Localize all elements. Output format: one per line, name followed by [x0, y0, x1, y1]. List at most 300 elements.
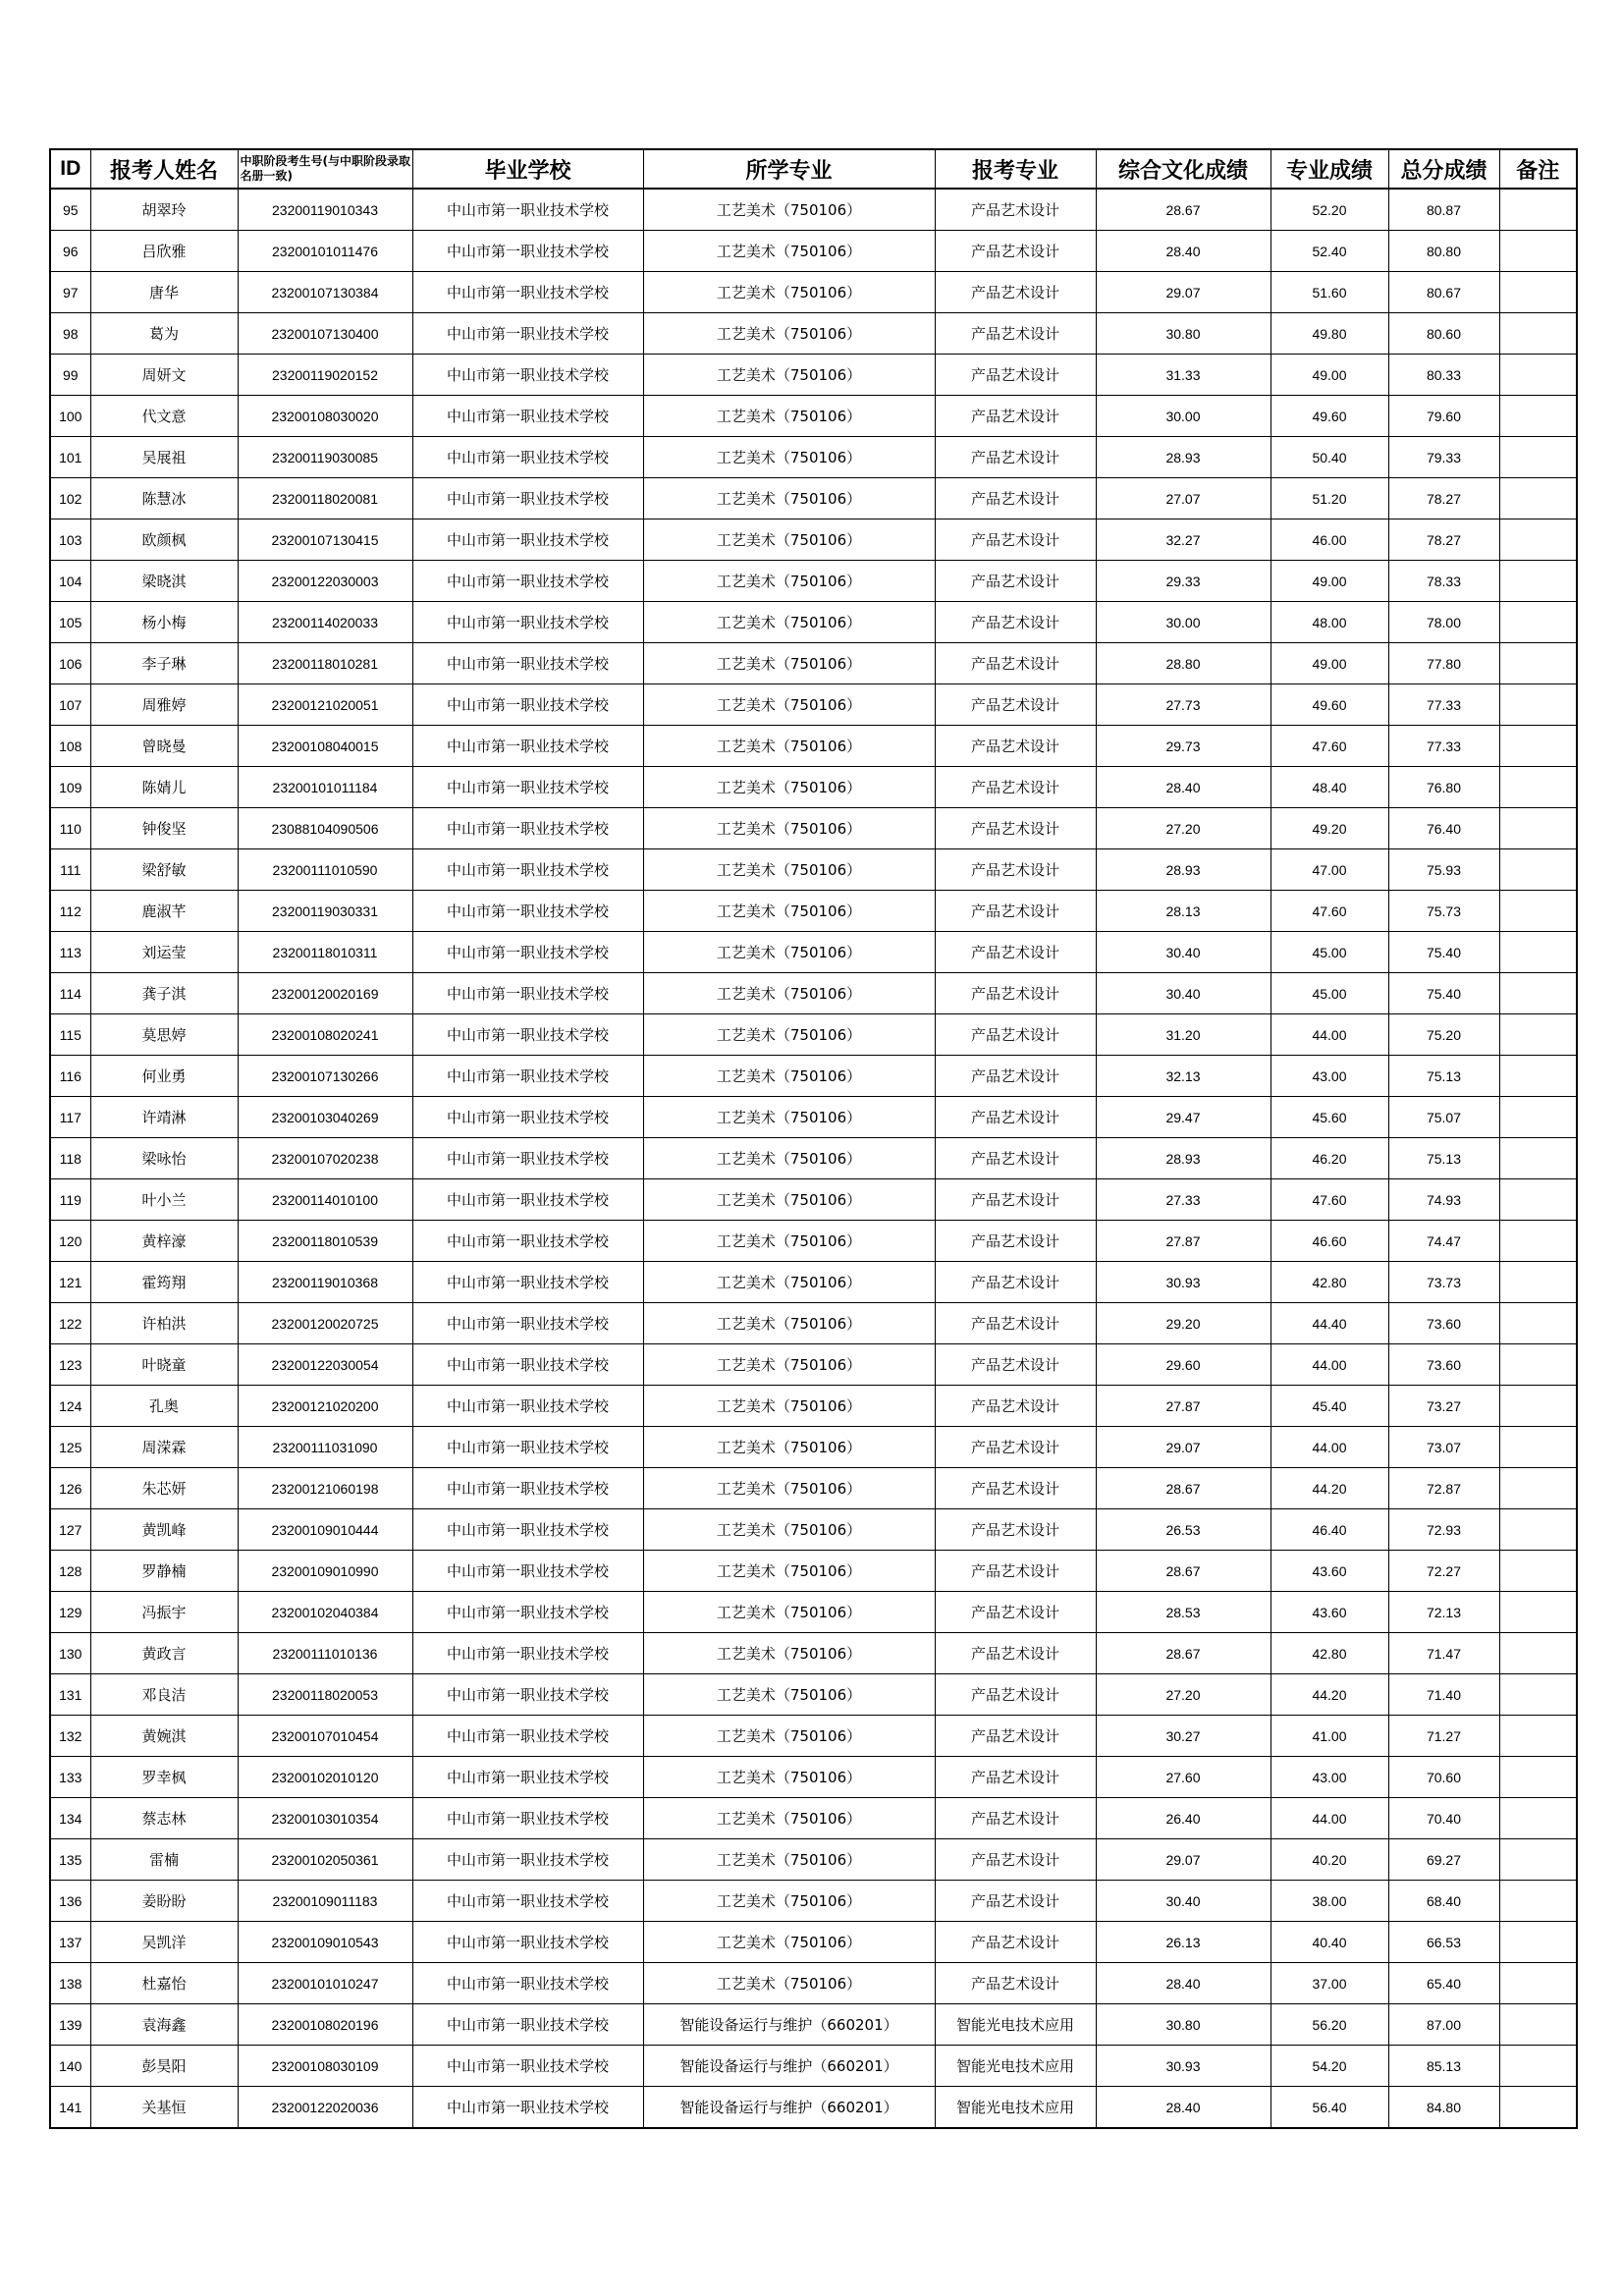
cell-school: 中山市第一职业技术学校	[412, 684, 643, 726]
cell-name: 刘运莹	[90, 932, 238, 973]
cell-id: 113	[50, 932, 90, 973]
cell-remarks	[1499, 1716, 1577, 1757]
cell-school: 中山市第一职业技术学校	[412, 272, 643, 313]
cell-major-score: 49.00	[1271, 643, 1388, 684]
cell-student-number: 23200120020169	[238, 973, 412, 1014]
cell-school: 中山市第一职业技术学校	[412, 1427, 643, 1468]
cell-applied-major: 产品艺术设计	[935, 932, 1096, 973]
cell-major-score: 44.00	[1271, 1798, 1388, 1839]
cell-applied-major: 产品艺术设计	[935, 272, 1096, 313]
cell-name: 葛为	[90, 313, 238, 355]
cell-school: 中山市第一职业技术学校	[412, 1221, 643, 1262]
cell-major-score: 52.40	[1271, 231, 1388, 272]
cell-remarks	[1499, 1509, 1577, 1551]
cell-remarks	[1499, 231, 1577, 272]
cell-id: 120	[50, 1221, 90, 1262]
cell-remarks	[1499, 973, 1577, 1014]
cell-name: 叶小兰	[90, 1179, 238, 1221]
cell-school: 中山市第一职业技术学校	[412, 1716, 643, 1757]
cell-total-score: 75.73	[1388, 891, 1499, 932]
cell-id: 128	[50, 1551, 90, 1592]
table-row	[50, 561, 1577, 602]
table-row	[50, 726, 1577, 767]
cell-culture-score: 27.73	[1096, 684, 1271, 726]
cell-major: 工艺美术（750106）	[643, 932, 935, 973]
cell-major: 工艺美术（750106）	[643, 1839, 935, 1881]
cell-culture-score: 28.93	[1096, 849, 1271, 891]
cell-total-score: 80.60	[1388, 313, 1499, 355]
cell-applied-major: 产品艺术设计	[935, 355, 1096, 396]
cell-applied-major: 产品艺术设计	[935, 561, 1096, 602]
cell-student-number: 23200119010368	[238, 1262, 412, 1303]
header-student-number: 中职阶段考生号(与中职阶段录取名册一致)	[238, 149, 412, 189]
cell-name: 冯振宇	[90, 1592, 238, 1633]
cell-total-score: 73.07	[1388, 1427, 1499, 1468]
cell-culture-score: 32.27	[1096, 519, 1271, 561]
cell-remarks	[1499, 272, 1577, 313]
cell-school: 中山市第一职业技术学校	[412, 1798, 643, 1839]
table-row	[50, 437, 1577, 478]
cell-total-score: 72.27	[1388, 1551, 1499, 1592]
cell-applied-major: 产品艺术设计	[935, 973, 1096, 1014]
cell-culture-score: 27.60	[1096, 1757, 1271, 1798]
cell-applied-major: 产品艺术设计	[935, 808, 1096, 849]
cell-total-score: 75.07	[1388, 1097, 1499, 1138]
cell-remarks	[1499, 684, 1577, 726]
cell-student-number: 23200109010444	[238, 1509, 412, 1551]
cell-remarks	[1499, 1757, 1577, 1798]
table-row	[50, 973, 1577, 1014]
cell-student-number: 23200119020152	[238, 355, 412, 396]
cell-name: 关基恒	[90, 2087, 238, 2129]
cell-applied-major: 产品艺术设计	[935, 1427, 1096, 1468]
cell-school: 中山市第一职业技术学校	[412, 1922, 643, 1963]
cell-culture-score: 28.40	[1096, 767, 1271, 808]
cell-id: 139	[50, 2004, 90, 2046]
cell-major: 工艺美术（750106）	[643, 355, 935, 396]
cell-total-score: 80.67	[1388, 272, 1499, 313]
table-row	[50, 1716, 1577, 1757]
cell-total-score: 77.80	[1388, 643, 1499, 684]
cell-id: 116	[50, 1056, 90, 1097]
cell-applied-major: 产品艺术设计	[935, 396, 1096, 437]
cell-name: 叶晓童	[90, 1344, 238, 1386]
cell-applied-major: 产品艺术设计	[935, 519, 1096, 561]
cell-student-number: 23200107130415	[238, 519, 412, 561]
cell-student-number: 23200119030085	[238, 437, 412, 478]
cell-id: 111	[50, 849, 90, 891]
cell-applied-major: 产品艺术设计	[935, 849, 1096, 891]
cell-major-score: 37.00	[1271, 1963, 1388, 2004]
table-body	[50, 189, 1577, 2128]
cell-student-number: 23200121060198	[238, 1468, 412, 1509]
cell-name: 唐华	[90, 272, 238, 313]
cell-major-score: 47.60	[1271, 891, 1388, 932]
cell-culture-score: 28.53	[1096, 1592, 1271, 1633]
cell-student-number: 23200122020036	[238, 2087, 412, 2129]
cell-school: 中山市第一职业技术学校	[412, 1757, 643, 1798]
cell-total-score: 78.33	[1388, 561, 1499, 602]
table-row	[50, 231, 1577, 272]
cell-student-number: 23200108040015	[238, 726, 412, 767]
cell-major: 工艺美术（750106）	[643, 1014, 935, 1056]
table-row	[50, 1386, 1577, 1427]
cell-remarks	[1499, 1839, 1577, 1881]
cell-name: 许柏洪	[90, 1303, 238, 1344]
cell-major-score: 49.00	[1271, 561, 1388, 602]
cell-major: 工艺美术（750106）	[643, 1674, 935, 1716]
cell-major-score: 43.60	[1271, 1551, 1388, 1592]
cell-culture-score: 30.40	[1096, 973, 1271, 1014]
cell-remarks	[1499, 189, 1577, 231]
cell-student-number: 23200114020033	[238, 602, 412, 643]
table-row	[50, 2046, 1577, 2087]
cell-major-score: 42.80	[1271, 1633, 1388, 1674]
cell-applied-major: 产品艺术设计	[935, 189, 1096, 231]
table-row	[50, 1757, 1577, 1798]
cell-applied-major: 产品艺术设计	[935, 1633, 1096, 1674]
cell-major: 工艺美术（750106）	[643, 1386, 935, 1427]
cell-major-score: 49.80	[1271, 313, 1388, 355]
cell-school: 中山市第一职业技术学校	[412, 1963, 643, 2004]
cell-applied-major: 产品艺术设计	[935, 602, 1096, 643]
cell-id: 106	[50, 643, 90, 684]
cell-student-number: 23200107010454	[238, 1716, 412, 1757]
cell-remarks	[1499, 1138, 1577, 1179]
cell-id: 132	[50, 1716, 90, 1757]
cell-name: 梁咏怡	[90, 1138, 238, 1179]
cell-major-score: 38.00	[1271, 1881, 1388, 1922]
cell-culture-score: 26.40	[1096, 1798, 1271, 1839]
cell-name: 吴展祖	[90, 437, 238, 478]
cell-culture-score: 26.53	[1096, 1509, 1271, 1551]
cell-total-score: 78.00	[1388, 602, 1499, 643]
cell-applied-major: 产品艺术设计	[935, 1798, 1096, 1839]
cell-id: 127	[50, 1509, 90, 1551]
cell-major: 工艺美术（750106）	[643, 684, 935, 726]
cell-id: 101	[50, 437, 90, 478]
cell-major-score: 45.00	[1271, 973, 1388, 1014]
cell-id: 102	[50, 478, 90, 519]
cell-remarks	[1499, 767, 1577, 808]
cell-total-score: 80.87	[1388, 189, 1499, 231]
cell-culture-score: 29.33	[1096, 561, 1271, 602]
table-row	[50, 1179, 1577, 1221]
cell-name: 周妍文	[90, 355, 238, 396]
cell-school: 中山市第一职业技术学校	[412, 973, 643, 1014]
cell-name: 罗静楠	[90, 1551, 238, 1592]
cell-remarks	[1499, 1881, 1577, 1922]
cell-total-score: 73.60	[1388, 1303, 1499, 1344]
cell-name: 钟俊坚	[90, 808, 238, 849]
cell-id: 125	[50, 1427, 90, 1468]
cell-total-score: 71.40	[1388, 1674, 1499, 1716]
cell-student-number: 23200101010247	[238, 1963, 412, 2004]
table-row	[50, 1344, 1577, 1386]
cell-id: 121	[50, 1262, 90, 1303]
table-row	[50, 1303, 1577, 1344]
table-row	[50, 1798, 1577, 1839]
table-row	[50, 189, 1577, 231]
cell-id: 135	[50, 1839, 90, 1881]
cell-school: 中山市第一职业技术学校	[412, 1839, 643, 1881]
cell-major: 工艺美术（750106）	[643, 1468, 935, 1509]
cell-name: 鹿淑芊	[90, 891, 238, 932]
cell-major-score: 47.60	[1271, 1179, 1388, 1221]
cell-student-number: 23200109010543	[238, 1922, 412, 1963]
cell-major: 工艺美术（750106）	[643, 1097, 935, 1138]
cell-applied-major: 产品艺术设计	[935, 1179, 1096, 1221]
cell-remarks	[1499, 602, 1577, 643]
cell-applied-major: 产品艺术设计	[935, 1716, 1096, 1757]
cell-school: 中山市第一职业技术学校	[412, 1097, 643, 1138]
header-school: 毕业学校	[412, 149, 643, 189]
cell-major: 工艺美术（750106）	[643, 602, 935, 643]
table-row	[50, 1963, 1577, 2004]
cell-major: 工艺美术（750106）	[643, 437, 935, 478]
cell-school: 中山市第一职业技术学校	[412, 1262, 643, 1303]
cell-culture-score: 30.80	[1096, 2004, 1271, 2046]
cell-applied-major: 产品艺术设计	[935, 767, 1096, 808]
cell-culture-score: 26.13	[1096, 1922, 1271, 1963]
cell-remarks	[1499, 519, 1577, 561]
cell-major-score: 44.20	[1271, 1468, 1388, 1509]
cell-remarks	[1499, 478, 1577, 519]
header-id: ID	[50, 149, 90, 189]
cell-culture-score: 28.93	[1096, 1138, 1271, 1179]
cell-applied-major: 产品艺术设计	[935, 231, 1096, 272]
cell-culture-score: 28.67	[1096, 1633, 1271, 1674]
cell-name: 何业勇	[90, 1056, 238, 1097]
cell-student-number: 23200118020053	[238, 1674, 412, 1716]
cell-major-score: 42.80	[1271, 1262, 1388, 1303]
cell-total-score: 77.33	[1388, 726, 1499, 767]
cell-student-number: 23200118020081	[238, 478, 412, 519]
cell-major: 工艺美术（750106）	[643, 891, 935, 932]
cell-name: 孔奥	[90, 1386, 238, 1427]
cell-major-score: 44.00	[1271, 1344, 1388, 1386]
cell-name: 朱芯妍	[90, 1468, 238, 1509]
table-row	[50, 2004, 1577, 2046]
cell-major: 智能设备运行与维护（660201）	[643, 2087, 935, 2129]
header-major-score: 专业成绩	[1271, 149, 1388, 189]
cell-id: 108	[50, 726, 90, 767]
cell-applied-major: 产品艺术设计	[935, 1922, 1096, 1963]
cell-school: 中山市第一职业技术学校	[412, 313, 643, 355]
cell-total-score: 74.47	[1388, 1221, 1499, 1262]
cell-major-score: 44.40	[1271, 1303, 1388, 1344]
cell-total-score: 75.40	[1388, 973, 1499, 1014]
table-row	[50, 478, 1577, 519]
cell-id: 122	[50, 1303, 90, 1344]
cell-major: 工艺美术（750106）	[643, 767, 935, 808]
cell-school: 中山市第一职业技术学校	[412, 1674, 643, 1716]
cell-name: 龚子淇	[90, 973, 238, 1014]
table-row	[50, 1427, 1577, 1468]
cell-remarks	[1499, 932, 1577, 973]
cell-culture-score: 29.60	[1096, 1344, 1271, 1386]
cell-id: 137	[50, 1922, 90, 1963]
cell-school: 中山市第一职业技术学校	[412, 396, 643, 437]
cell-total-score: 71.47	[1388, 1633, 1499, 1674]
cell-major-score: 51.60	[1271, 272, 1388, 313]
cell-applied-major: 产品艺术设计	[935, 313, 1096, 355]
cell-name: 袁海鑫	[90, 2004, 238, 2046]
cell-name: 蔡志林	[90, 1798, 238, 1839]
cell-school: 中山市第一职业技术学校	[412, 891, 643, 932]
cell-applied-major: 产品艺术设计	[935, 684, 1096, 726]
cell-id: 136	[50, 1881, 90, 1922]
cell-culture-score: 30.40	[1096, 932, 1271, 973]
cell-major: 工艺美术（750106）	[643, 973, 935, 1014]
cell-culture-score: 29.20	[1096, 1303, 1271, 1344]
cell-school: 中山市第一职业技术学校	[412, 1551, 643, 1592]
cell-major-score: 49.60	[1271, 684, 1388, 726]
cell-major: 工艺美术（750106）	[643, 1592, 935, 1633]
cell-id: 103	[50, 519, 90, 561]
cell-name: 莫思婷	[90, 1014, 238, 1056]
cell-name: 吴凯洋	[90, 1922, 238, 1963]
cell-total-score: 72.13	[1388, 1592, 1499, 1633]
cell-applied-major: 产品艺术设计	[935, 1551, 1096, 1592]
cell-school: 中山市第一职业技术学校	[412, 1014, 643, 1056]
cell-major-score: 46.40	[1271, 1509, 1388, 1551]
cell-major: 工艺美术（750106）	[643, 1963, 935, 2004]
cell-culture-score: 30.93	[1096, 2046, 1271, 2087]
cell-school: 中山市第一职业技术学校	[412, 932, 643, 973]
table-row	[50, 1056, 1577, 1097]
table-row	[50, 1551, 1577, 1592]
cell-total-score: 72.87	[1388, 1468, 1499, 1509]
cell-applied-major: 产品艺术设计	[935, 1014, 1096, 1056]
cell-student-number: 23200119010343	[238, 189, 412, 231]
cell-student-number: 23200108020241	[238, 1014, 412, 1056]
cell-id: 118	[50, 1138, 90, 1179]
cell-culture-score: 30.00	[1096, 396, 1271, 437]
cell-name: 代文意	[90, 396, 238, 437]
cell-remarks	[1499, 1468, 1577, 1509]
cell-name: 黄婉淇	[90, 1716, 238, 1757]
cell-remarks	[1499, 1221, 1577, 1262]
cell-name: 周溁霖	[90, 1427, 238, 1468]
cell-name: 黄梓濠	[90, 1221, 238, 1262]
cell-remarks	[1499, 2004, 1577, 2046]
cell-name: 杜嘉怡	[90, 1963, 238, 2004]
cell-major: 工艺美术（750106）	[643, 726, 935, 767]
cell-applied-major: 智能光电技术应用	[935, 2004, 1096, 2046]
cell-student-number: 23200109010990	[238, 1551, 412, 1592]
cell-major-score: 44.00	[1271, 1014, 1388, 1056]
cell-applied-major: 产品艺术设计	[935, 1386, 1096, 1427]
cell-id: 134	[50, 1798, 90, 1839]
cell-school: 中山市第一职业技术学校	[412, 437, 643, 478]
cell-total-score: 85.13	[1388, 2046, 1499, 2087]
cell-major: 工艺美术（750106）	[643, 519, 935, 561]
cell-name: 邓良洁	[90, 1674, 238, 1716]
cell-remarks	[1499, 396, 1577, 437]
table-row	[50, 1881, 1577, 1922]
cell-name: 梁舒敏	[90, 849, 238, 891]
cell-id: 107	[50, 684, 90, 726]
cell-school: 中山市第一职业技术学校	[412, 478, 643, 519]
cell-name: 欧颜枫	[90, 519, 238, 561]
cell-major-score: 48.40	[1271, 767, 1388, 808]
table-row	[50, 272, 1577, 313]
cell-student-number: 23200101011184	[238, 767, 412, 808]
cell-major: 工艺美术（750106）	[643, 1922, 935, 1963]
cell-culture-score: 27.20	[1096, 1674, 1271, 1716]
cell-major-score: 52.20	[1271, 189, 1388, 231]
cell-major: 智能设备运行与维护（660201）	[643, 2046, 935, 2087]
cell-major-score: 54.20	[1271, 2046, 1388, 2087]
cell-school: 中山市第一职业技术学校	[412, 849, 643, 891]
cell-major-score: 49.00	[1271, 355, 1388, 396]
cell-total-score: 75.40	[1388, 932, 1499, 973]
cell-name: 陈婧儿	[90, 767, 238, 808]
cell-culture-score: 28.40	[1096, 2087, 1271, 2129]
cell-culture-score: 27.33	[1096, 1179, 1271, 1221]
cell-name: 黄凯峰	[90, 1509, 238, 1551]
cell-applied-major: 产品艺术设计	[935, 1592, 1096, 1633]
cell-name: 杨小梅	[90, 602, 238, 643]
cell-id: 138	[50, 1963, 90, 2004]
cell-culture-score: 27.07	[1096, 478, 1271, 519]
cell-remarks	[1499, 1592, 1577, 1633]
cell-id: 117	[50, 1097, 90, 1138]
cell-school: 中山市第一职业技术学校	[412, 1386, 643, 1427]
cell-id: 112	[50, 891, 90, 932]
table-row	[50, 396, 1577, 437]
cell-school: 中山市第一职业技术学校	[412, 1592, 643, 1633]
cell-applied-major: 产品艺术设计	[935, 726, 1096, 767]
cell-culture-score: 29.47	[1096, 1097, 1271, 1138]
cell-total-score: 74.93	[1388, 1179, 1499, 1221]
cell-id: 104	[50, 561, 90, 602]
cell-major-score: 45.00	[1271, 932, 1388, 973]
cell-major-score: 43.00	[1271, 1056, 1388, 1097]
cell-school: 中山市第一职业技术学校	[412, 1303, 643, 1344]
cell-major: 工艺美术（750106）	[643, 478, 935, 519]
cell-school: 中山市第一职业技术学校	[412, 355, 643, 396]
cell-major: 工艺美术（750106）	[643, 1138, 935, 1179]
cell-applied-major: 智能光电技术应用	[935, 2046, 1096, 2087]
cell-remarks	[1499, 1674, 1577, 1716]
cell-applied-major: 产品艺术设计	[935, 437, 1096, 478]
cell-remarks	[1499, 808, 1577, 849]
cell-id: 99	[50, 355, 90, 396]
cell-remarks	[1499, 1798, 1577, 1839]
cell-student-number: 23200121020200	[238, 1386, 412, 1427]
cell-school: 中山市第一职业技术学校	[412, 1881, 643, 1922]
cell-major-score: 45.60	[1271, 1097, 1388, 1138]
cell-major: 工艺美术（750106）	[643, 808, 935, 849]
table-row	[50, 1138, 1577, 1179]
cell-id: 119	[50, 1179, 90, 1221]
cell-total-score: 84.80	[1388, 2087, 1499, 2129]
table-row	[50, 355, 1577, 396]
cell-major-score: 49.20	[1271, 808, 1388, 849]
cell-culture-score: 28.80	[1096, 643, 1271, 684]
cell-id: 130	[50, 1633, 90, 1674]
cell-student-number: 23200103040269	[238, 1097, 412, 1138]
cell-student-number: 23200111031090	[238, 1427, 412, 1468]
cell-total-score: 75.93	[1388, 849, 1499, 891]
cell-remarks	[1499, 1551, 1577, 1592]
cell-name: 曾晓曼	[90, 726, 238, 767]
cell-student-number: 23200102040384	[238, 1592, 412, 1633]
table-row	[50, 1468, 1577, 1509]
cell-name: 李子琳	[90, 643, 238, 684]
